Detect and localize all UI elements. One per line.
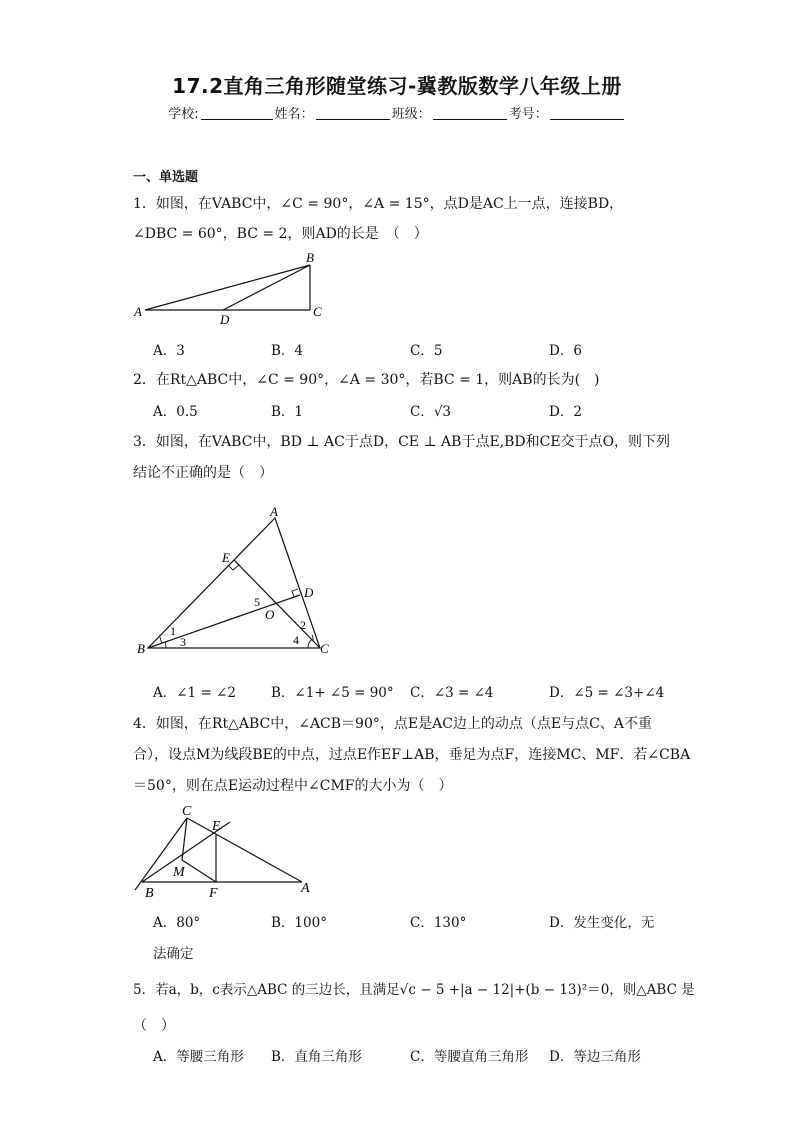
q3-line1: 3．如图，在VABC中，BD ⊥ AC于点D，CE ⊥ AB于点E,BD和CE交于点O，则下列 <box>133 434 671 450</box>
q5-option-c[interactable]: C．等腰直角三角形 <box>410 1049 529 1065</box>
q1-line2: ∠DBC = 60°，BC = 2，则AD的长是 （ ） <box>133 226 428 242</box>
q1-option-d[interactable]: D．6 <box>549 343 582 359</box>
class-label: 班级： <box>391 107 431 122</box>
q1-label-d: D <box>220 312 230 327</box>
q3-label-e: E <box>222 550 230 565</box>
q4-line1: 4．如图，在Rt△ABC中，∠ACB＝90°，点E是AC边上的动点（点E与点C、A不重 <box>133 716 652 732</box>
q4-segment-ca <box>187 818 302 882</box>
q2-option-d[interactable]: D．2 <box>549 404 582 420</box>
q4-option-d[interactable]: D．发生变化，无 <box>549 915 655 931</box>
q3-label-3: 3 <box>180 635 186 649</box>
name-label: 姓名： <box>274 107 314 122</box>
q3-segment-bd <box>148 595 300 648</box>
section-heading: 一、单选题 <box>133 170 199 185</box>
q3-segment-ce <box>234 560 320 648</box>
number-blank[interactable] <box>550 106 624 120</box>
q3-label-o: O <box>265 607 275 622</box>
q4-label-e: E <box>212 819 221 834</box>
q3-line2: 结论不正确的是（ ） <box>133 465 273 481</box>
q5-option-d[interactable]: D．等边三角形 <box>549 1049 641 1065</box>
name-blank[interactable] <box>316 106 390 120</box>
q1-figure <box>130 250 330 330</box>
q4-option-d-continued: 法确定 <box>153 946 194 962</box>
q2-option-b[interactable]: B．1 <box>271 404 304 420</box>
q1-segment-ab <box>145 265 310 310</box>
q3-option-c[interactable]: C．∠3 = ∠4 <box>410 685 494 701</box>
q1-line1: 1．如图，在VABC中，∠C = 90°，∠A = 15°，点D是AC上一点，连接BD， <box>133 196 624 212</box>
q3-option-d[interactable]: D．∠5 = ∠3+∠4 <box>549 685 665 701</box>
q1-segment-bd <box>223 265 310 310</box>
q5-option-a[interactable]: A．等腰三角形 <box>153 1049 244 1065</box>
page-title: 17.2直角三角形随堂练习-冀教版数学八年级上册 <box>172 74 622 98</box>
q4-option-c[interactable]: C．130° <box>410 915 467 931</box>
q3-label-c: C <box>320 641 329 656</box>
q3-angle-arc-1 <box>160 637 162 643</box>
q3-label-b: B <box>137 641 145 656</box>
q5-line2: （ ） <box>133 1018 175 1034</box>
q4-label-c: C <box>182 804 192 819</box>
q4-label-m: M <box>173 865 185 880</box>
q2-option-a[interactable]: A．0.5 <box>153 404 198 420</box>
q3-option-b[interactable]: B．∠1+ ∠5 = 90° <box>271 685 394 701</box>
q4-option-b[interactable]: B．100° <box>271 915 327 931</box>
q1-option-b[interactable]: B．4 <box>271 343 304 359</box>
q3-label-d: D <box>304 585 314 600</box>
q4-line3: ＝50°，则在点E运动过程中∠CMF的大小为（ ） <box>133 778 453 794</box>
q5-option-b[interactable]: B．直角三角形 <box>271 1049 362 1065</box>
q1-label-b: B <box>306 250 314 265</box>
q4-line2: 合），设点M为线段BE的中点，过点E作EF⊥AB，垂足为点F，连接MC、MF．若∠CBA <box>133 747 691 763</box>
q3-figure <box>130 500 345 665</box>
q3-angle-arc-4 <box>308 639 312 648</box>
q4-label-b: B <box>145 886 154 900</box>
q5-line1: 5．若a，b，c表示△ABC 的三边长，且满足√c − 5 +|a − 12|+(b − 13)²＝0，则△ABC 是 <box>133 982 695 998</box>
q3-label-4: 4 <box>293 633 299 647</box>
q4-option-a[interactable]: A．80° <box>153 915 201 931</box>
q4-figure <box>130 800 325 900</box>
q1-label-a: A <box>134 304 142 319</box>
q4-label-f: F <box>209 886 218 900</box>
number-label: 考号： <box>508 107 548 122</box>
q3-label-a: A <box>270 504 278 519</box>
q1-option-c[interactable]: C．5 <box>410 343 443 359</box>
q3-label-5: 5 <box>254 595 260 609</box>
q3-label-2: 2 <box>300 618 306 632</box>
q3-angle-arc-3 <box>165 642 166 648</box>
q3-option-a[interactable]: A．∠1 = ∠2 <box>153 685 236 701</box>
q3-label-1: 1 <box>170 624 176 638</box>
school-label: 学校: <box>168 107 199 122</box>
q2-line1: 2．在Rt△ABC中，∠C = 90°，∠A = 30°，若BC = 1，则AB的长为( ) <box>133 372 600 388</box>
student-info-line <box>0 103 794 122</box>
q4-segment-mf <box>182 860 216 882</box>
q4-label-a: A <box>301 881 310 896</box>
school-blank[interactable] <box>201 106 273 120</box>
class-blank[interactable] <box>433 106 507 120</box>
q1-label-c: C <box>313 304 322 319</box>
q1-option-a[interactable]: A．3 <box>153 343 185 359</box>
q2-option-c[interactable]: C．√3 <box>410 404 452 420</box>
